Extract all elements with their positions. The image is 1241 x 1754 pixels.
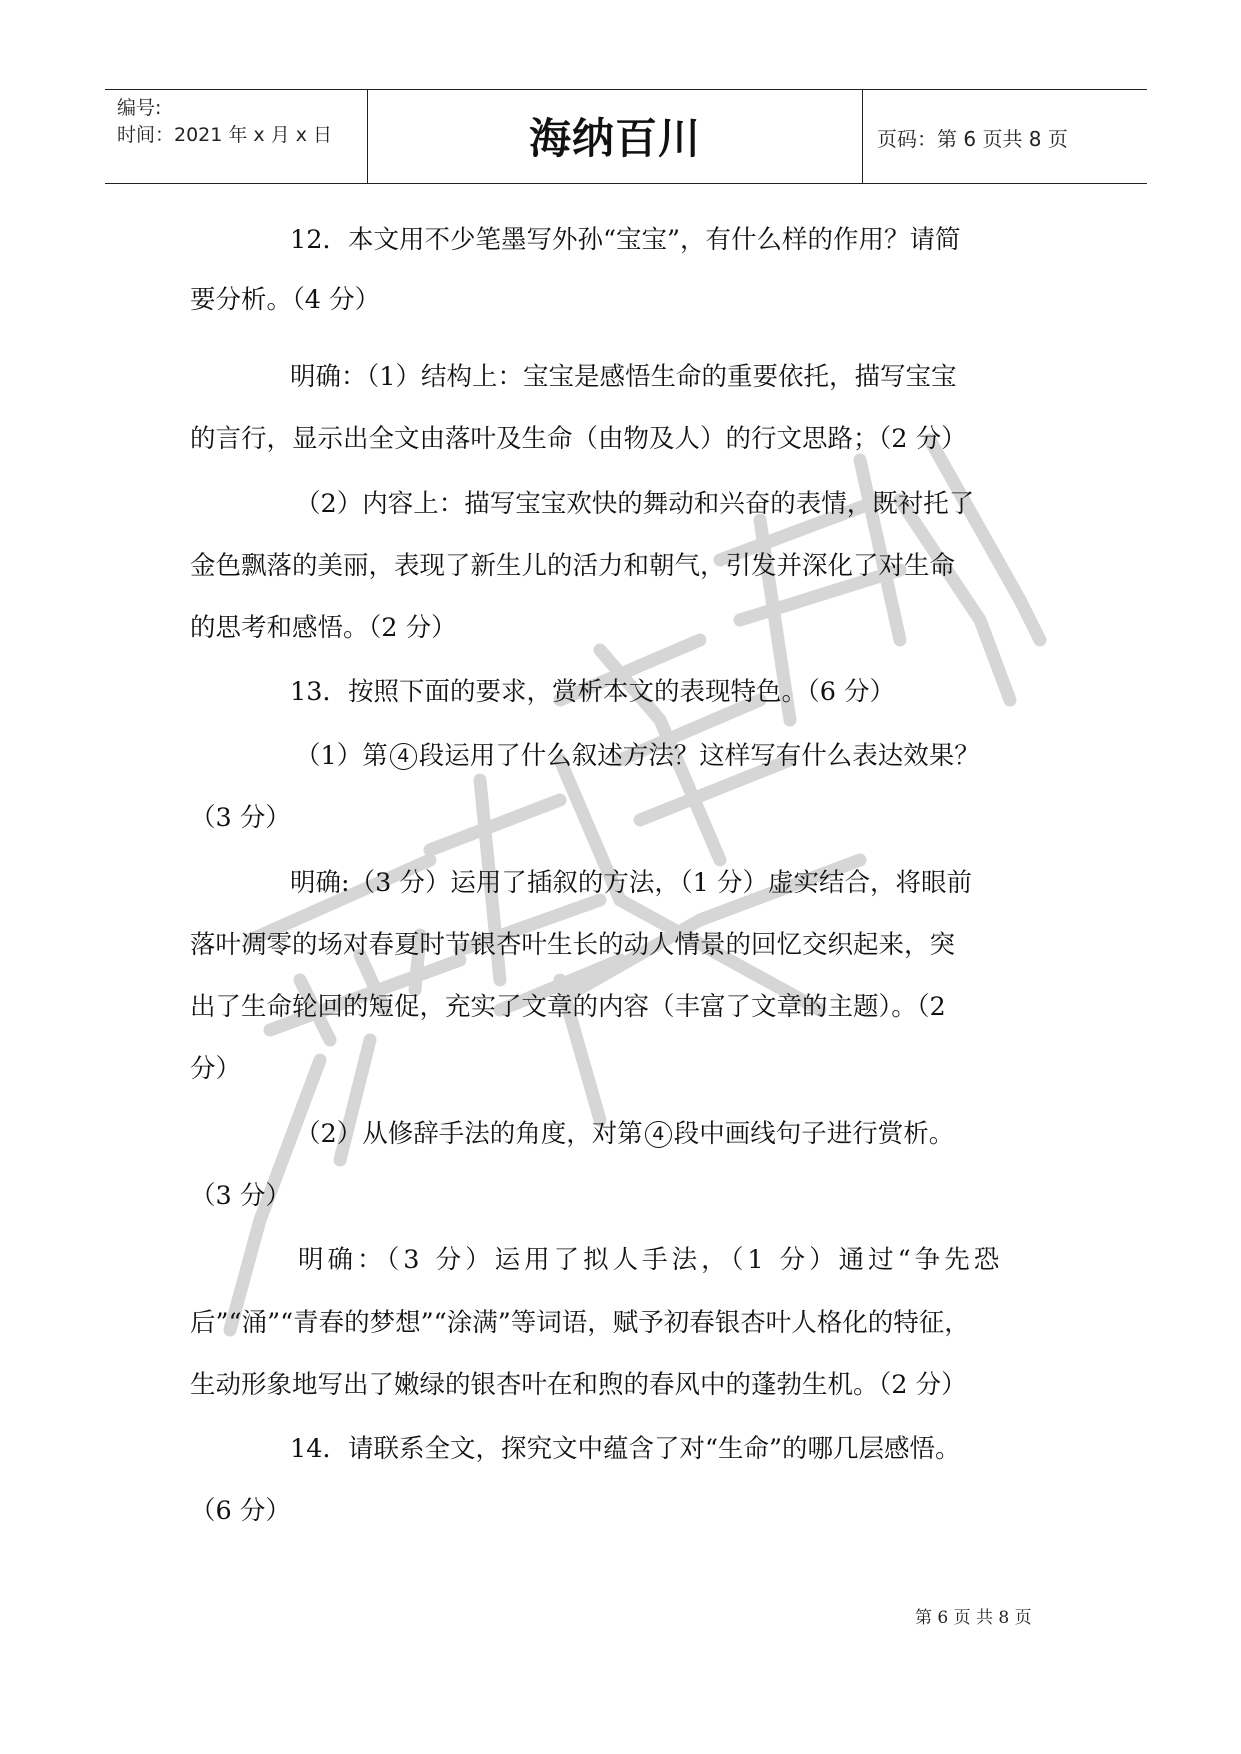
text-line: 出了生命轮回的短促，充实了文章的内容（丰富了文章的主题）。（2 xyxy=(190,992,946,1022)
header-page-cell xyxy=(863,90,1147,183)
question-12: 12．本文用不少笔墨写外孙“宝宝”，有什么样的作用？请简 xyxy=(290,225,961,255)
text-span: （2）从修辞手法的角度，对第 xyxy=(295,1119,643,1149)
question-13-part2 xyxy=(295,1114,954,1150)
text-line: 的思考和感悟。（2 分） xyxy=(190,613,457,643)
answer-line: （2）内容上：描写宝宝欢快的舞动和兴奋的表情，既衬托了 xyxy=(295,489,975,519)
text-span: 段运用了什么叙述方法？这样写有什么表达效果？ xyxy=(418,741,980,771)
doc-number-label: 编号: xyxy=(117,97,162,119)
text-line: （6 分） xyxy=(190,1496,291,1526)
text-line: 要分析。（4 分） xyxy=(190,285,381,315)
text-line: 金色飘落的美丽，表现了新生儿的活力和朝气，引发并深化了对生命 xyxy=(190,551,956,581)
question-13-part1 xyxy=(295,736,980,772)
doc-time-label: 时间：2021 年 x 月 x 日 xyxy=(117,124,333,146)
text-line: 后”“涌”“青春的梦想”“涂满”等词语，赋予初春银杏叶人格化的特征， xyxy=(190,1308,970,1338)
text-line: 分） xyxy=(190,1054,242,1084)
text-line: 落叶凋零的场对春夏时节银杏叶生长的动人情景的回忆交织起来，突 xyxy=(190,930,956,960)
circled-number-4: 4 xyxy=(645,1121,672,1148)
question-14: 14．请联系全文，探究文中蕴含了对“生命”的哪几层感悟。 xyxy=(290,1434,961,1464)
header-meta-cell xyxy=(105,90,368,183)
text-line: （3 分） xyxy=(190,1181,291,1211)
brand-title: 海纳百川 xyxy=(528,114,701,163)
question-13: 13．按照下面的要求，赏析本文的表现特色。（6 分） xyxy=(290,677,896,707)
text-span: （1）第 xyxy=(295,741,388,771)
text-span: 段中画线句子进行赏析。 xyxy=(673,1119,955,1149)
page-footer: 第 6 页 共 8 页 xyxy=(915,1608,1032,1628)
answer-line: 明确：（1）结构上：宝宝是感悟生命的重要依托，描写宝宝 xyxy=(290,362,957,392)
answer-line: 明确:（3 分）运用了插叙的方法，（1 分）虚实结合，将眼前 xyxy=(290,868,973,898)
header-brand-cell xyxy=(368,90,863,183)
page-header xyxy=(105,89,1147,184)
text-line: 生动形象地写出了嫩绿的银杏叶在和煦的春风中的蓬勃生机。（2 分） xyxy=(190,1370,967,1400)
text-line: 的言行，显示出全文由落叶及生命（由物及人）的行文思路；（2 分） xyxy=(190,424,967,454)
text-line: （3 分） xyxy=(190,803,291,833)
header-page-number: 页码：第 6 页共 8 页 xyxy=(877,127,1068,151)
circled-number-4: 4 xyxy=(390,743,417,770)
answer-line: 明确：（3 分）运用了拟人手法，（1 分）通过“争先恐 xyxy=(298,1245,1004,1275)
